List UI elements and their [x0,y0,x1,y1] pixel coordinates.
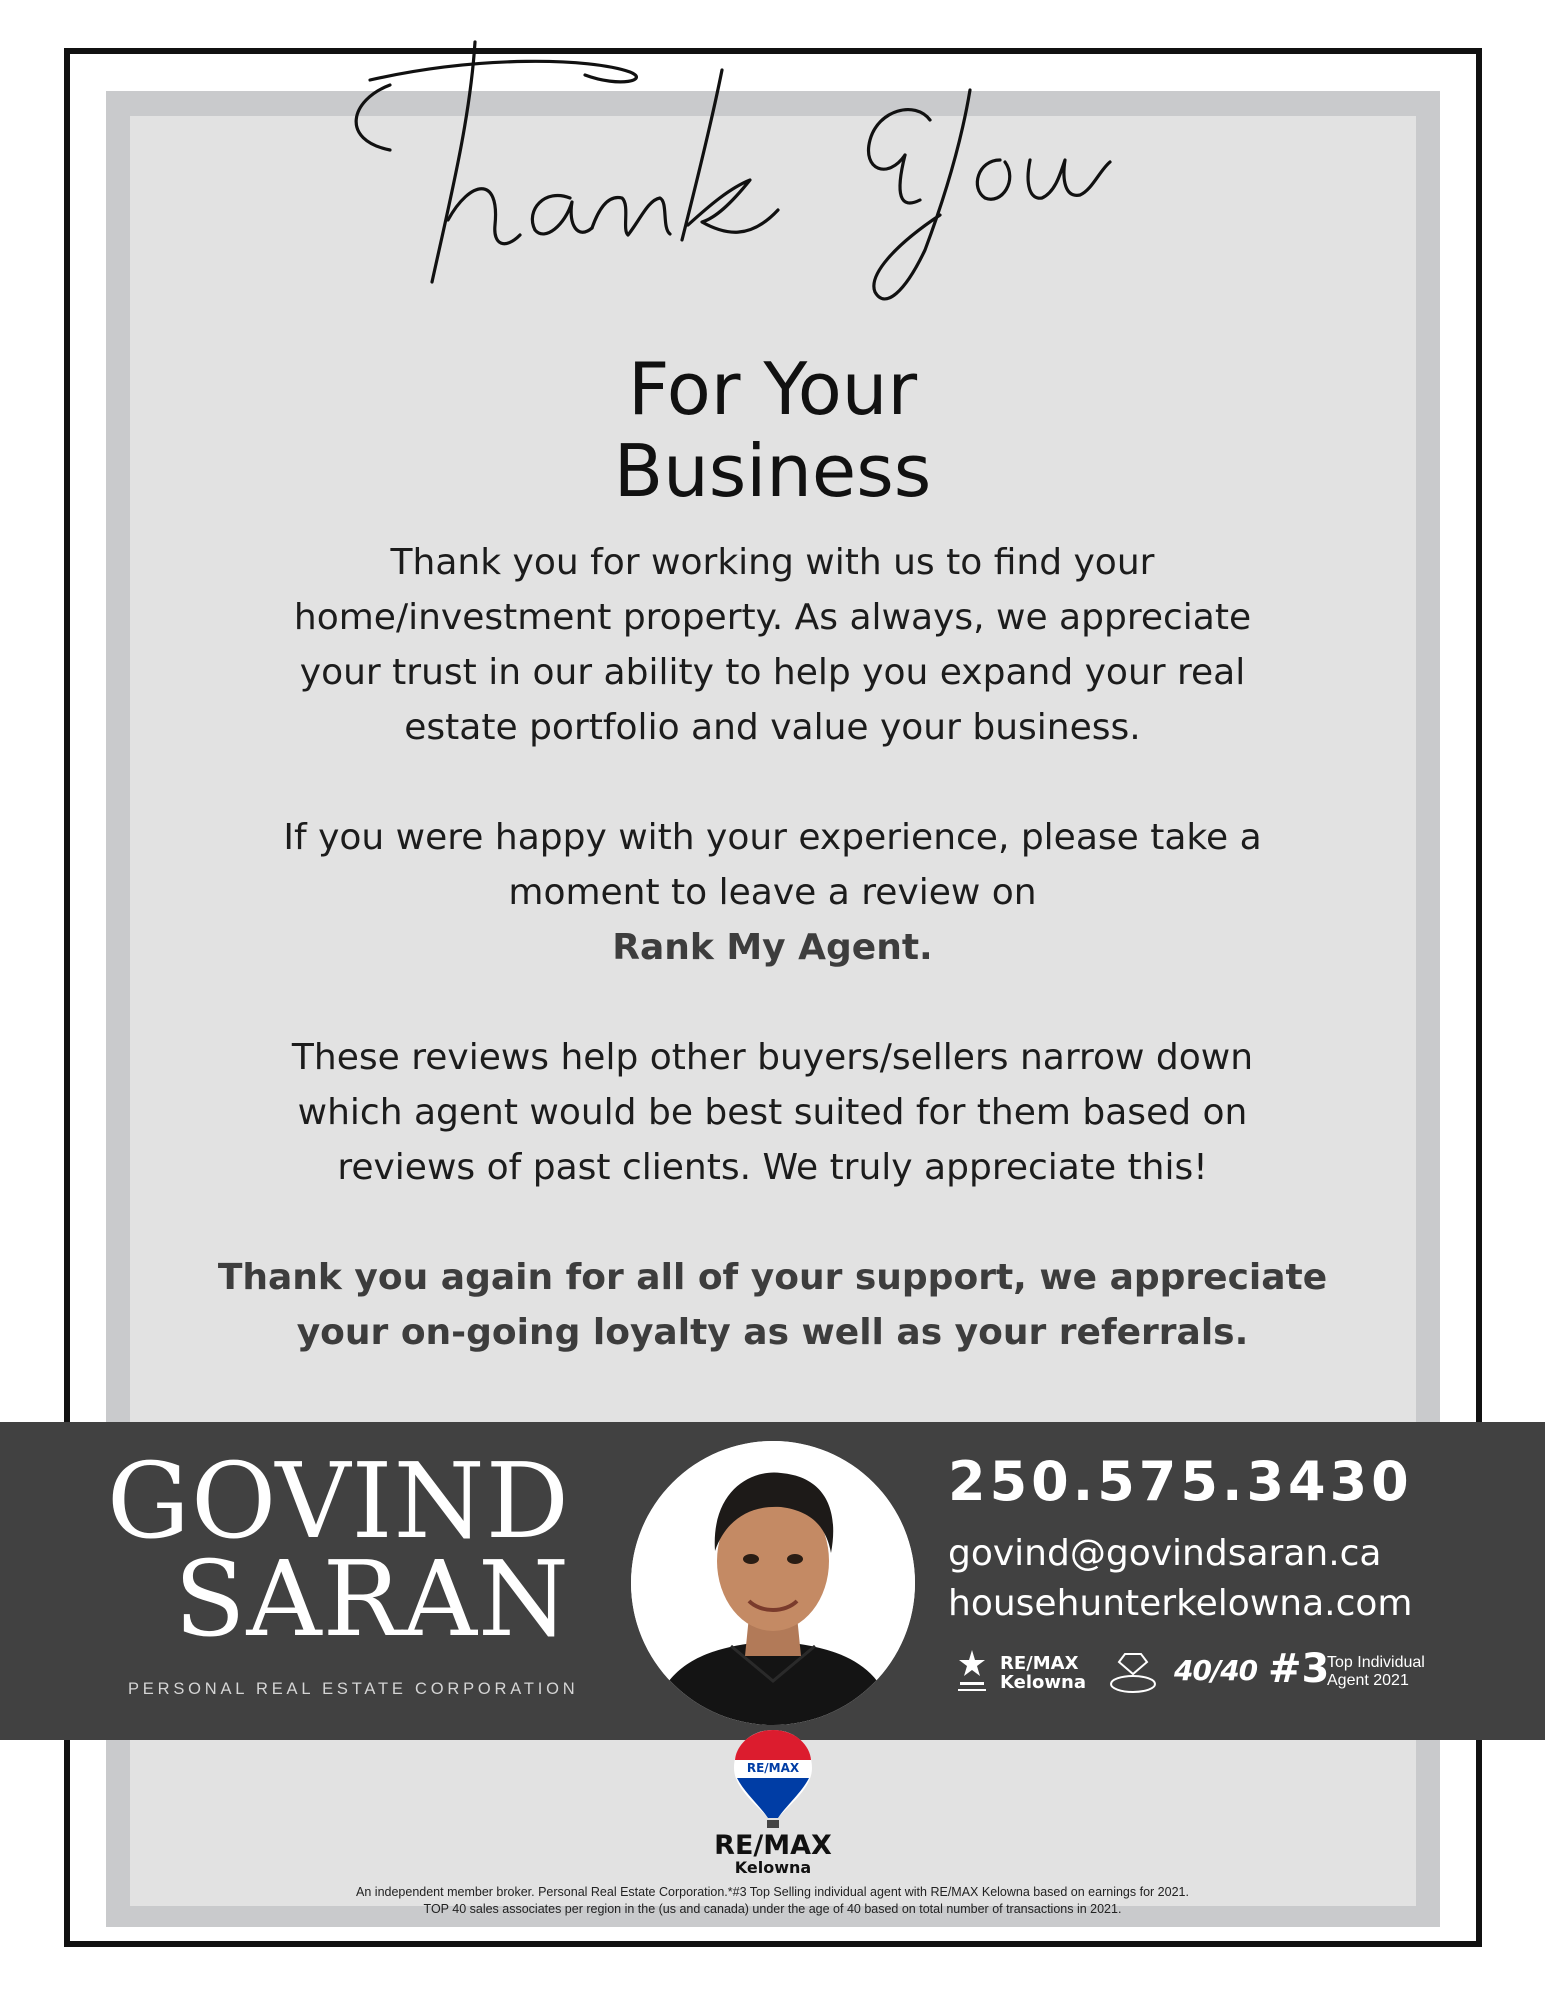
awards-row [952,1648,1452,1698]
subtitle-line-2: Business [613,429,932,513]
text-line: home/investment property. As always, we appreciate [293,597,1252,638]
diamond-award-icon [1107,1650,1159,1696]
paragraph-review-request [210,810,1335,975]
rank-award-caption [1327,1654,1425,1690]
text-line: reviews of past clients. We truly appreciate this! [337,1147,1208,1188]
rank-my-agent-link[interactable]: Rank My Agent. [612,927,933,968]
remax-kelowna-logo [700,1832,846,1876]
paragraph-closing [210,1250,1335,1360]
agent-first-name: GOVIND [106,1440,570,1562]
rank-caption-line-2: Agent 2021 [1327,1672,1409,1689]
disclaimer-line: TOP 40 sales associates per region in the (us and canada) under the age of 40 based on total number of transactions in 2021. [423,1902,1122,1916]
rank-caption-line-1: Top Individual [1327,1654,1425,1671]
text-line: your trust in our ability to help you expand your real [299,652,1246,693]
text-line: moment to leave a review on [508,872,1037,913]
disclaimer-line: An independent member broker. Personal Real Estate Corporation.*#3 Top Selling individual agent with RE/MAX Kelowna based on earnings for 2021. [356,1885,1189,1899]
subtitle-line-1: For Your [627,347,918,431]
agent-email[interactable]: govind@govindsaran.ca [948,1533,1382,1574]
forty-under-forty-award: 40/40 [1174,1654,1258,1687]
remax-kelowna-award [1000,1654,1086,1692]
paragraph-intro [210,535,1335,755]
rank-award: #3 [1268,1646,1330,1692]
balloon-label: RE/MAX [746,1761,800,1775]
remax-balloon-logo [730,1726,816,1836]
agent-tagline: PERSONAL REAL ESTATE CORPORATION [128,1680,579,1698]
text-line: Thank you for working with us to find your [390,542,1155,583]
legal-disclaimer [200,1884,1345,1918]
logo-brand: RE/MAX [714,1830,832,1861]
text-line: If you were happy with your experience, please take a [283,817,1262,858]
agent-name [106,1440,570,1660]
text-line: Thank you again for all of your support, we appreciate [217,1257,1328,1298]
hall-of-fame-icon [952,1648,992,1696]
thank-you-script-heading [330,30,1230,370]
text-line: which agent would be best suited for them based on [297,1092,1248,1133]
logo-office: Kelowna [734,1858,812,1877]
text-line: estate portfolio and value your business. [404,707,1141,748]
agent-last-name: SARAN [174,1538,570,1660]
agent-phone[interactable]: 250.575.3430 [948,1450,1413,1513]
award-kelowna-line: Kelowna [1000,1672,1086,1693]
award-remax-line: RE/MAX [1000,1653,1079,1674]
paragraph-review-benefit [210,1030,1335,1195]
agent-website[interactable]: househunterkelowna.com [948,1583,1413,1624]
text-line: These reviews help other buyers/sellers narrow down [291,1037,1254,1078]
agent-photo [631,1441,915,1725]
text-line: your on-going loyalty as well as your referrals. [296,1312,1249,1353]
subtitle [360,348,1185,512]
letter-body [210,535,1335,1415]
